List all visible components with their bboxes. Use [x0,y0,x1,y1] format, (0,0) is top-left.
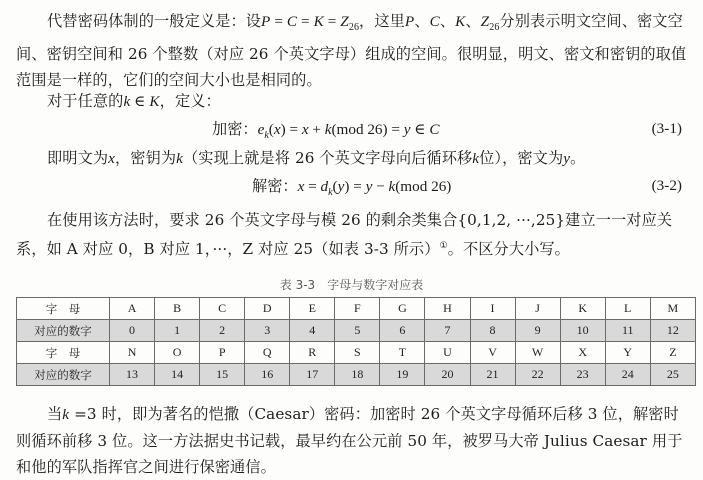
encryption-equation [16,117,692,141]
table-cell: 6 [380,320,425,342]
table-caption: 表 3-3 字母与数字对应表 [279,278,424,292]
table-cell: 16 [245,364,290,386]
table-cell: L [605,298,650,320]
table-cell: Y [605,342,650,364]
table-cell: 7 [425,320,470,342]
paragraph-caesar-cipher: 当k =3 时，即为著名的恺撒（Caesar）密码：加密时 26 个英文字母循环后移 3 位，解密时则循环前移 3 位。这一方法据史书记载，最早约在公元前 50 年，被罗马大帝 Julius Caesar 用于和他的军队指挥官之间进行保密通信。 [16,405,683,476]
row-header: 对应的数字 [17,320,110,342]
table-cell: X [560,342,605,364]
table-cell: V [470,342,515,364]
table-row [17,364,696,386]
table-cell: 23 [560,364,605,386]
paragraph-for-any-k: 对于任意的k ∈ K，定义： [47,92,221,110]
table-cell: 4 [290,320,335,342]
decryption-equation [16,174,692,198]
table-cell: 21 [470,364,515,386]
paragraph-substitution-definition: 代替密码体制的一般定义是：设$P = C = K = Z_{26}$，这里P、C、K、$Z_{26}$分别表示明文空间、密文空间、密钥空间和 26 个整数（对应 26 个英文字母）组成的空间。很明显，明文、密文和密钥的取值范围是一样的，它们的空间大小也是相同的。 [16,12,687,90]
table-cell: H [425,298,470,320]
table-cell: P [200,342,245,364]
equation-number: (3-1) [651,120,682,137]
table-row [17,342,696,364]
table-cell: 17 [290,364,335,386]
table-cell: J [515,298,560,320]
table-cell: Z [650,342,695,364]
table-cell: S [335,342,380,364]
table-cell: 22 [515,364,560,386]
table-cell: 14 [155,364,200,386]
table-cell: 19 [380,364,425,386]
table-cell: T [380,342,425,364]
table-cell: R [290,342,335,364]
encryption-formula: 加密：$e_k(x) = x + k(mod$ 26) = y ∈ C [212,120,440,142]
table-cell: 9 [515,320,560,342]
table-row [17,298,696,320]
row-header: 字 母 [17,298,110,320]
footnote-marker: ① [439,241,448,251]
table-row [17,320,696,342]
table-cell: 1 [155,320,200,342]
table-cell: N [110,342,155,364]
table-cell: 8 [470,320,515,342]
table-cell: E [290,298,335,320]
table-cell: 24 [605,364,650,386]
table-cell: D [245,298,290,320]
paragraph-plaintext-key: 即明文为x，密钥为k（实现上就是将 26 个英文字母向后循环移k位），密文为y。 [47,149,586,167]
table-cell: 20 [425,364,470,386]
table-cell: F [335,298,380,320]
letter-number-table [16,297,696,386]
table-cell: A [110,298,155,320]
table-cell: O [155,342,200,364]
table-cell: 11 [605,320,650,342]
table-cell: 5 [335,320,380,342]
table-cell: 15 [200,364,245,386]
table-cell: 10 [560,320,605,342]
table-cell: 18 [335,364,380,386]
table-cell: G [380,298,425,320]
table-cell: 0 [110,320,155,342]
table-cell: Q [245,342,290,364]
table-cell: C [200,298,245,320]
table-cell: M [650,298,695,320]
table-cell: 3 [245,320,290,342]
decryption-formula: 解密：$x = d_k(y) = y - k(mod$ 26) [252,177,452,199]
table-cell: U [425,342,470,364]
row-header: 对应的数字 [17,364,110,386]
table-cell: W [515,342,560,364]
table-cell: 13 [110,364,155,386]
table-cell: K [560,298,605,320]
table-cell: B [155,298,200,320]
table-cell: I [470,298,515,320]
row-header: 字 母 [17,342,110,364]
paragraph-letter-mapping: 在使用该方法时，要求 26 个英文字母与模 26 的剩余类集合{0,1,2, ···,25}建立一一对应关系，如 A 对应 0，B 对应 1，···，Z 对应 25（如表 3-3 所示）①。不区分大小写。 [16,211,673,259]
equation-number: (3-2) [651,177,682,194]
table-cell: 2 [200,320,245,342]
table-cell: 12 [650,320,695,342]
table-cell: 25 [650,364,695,386]
